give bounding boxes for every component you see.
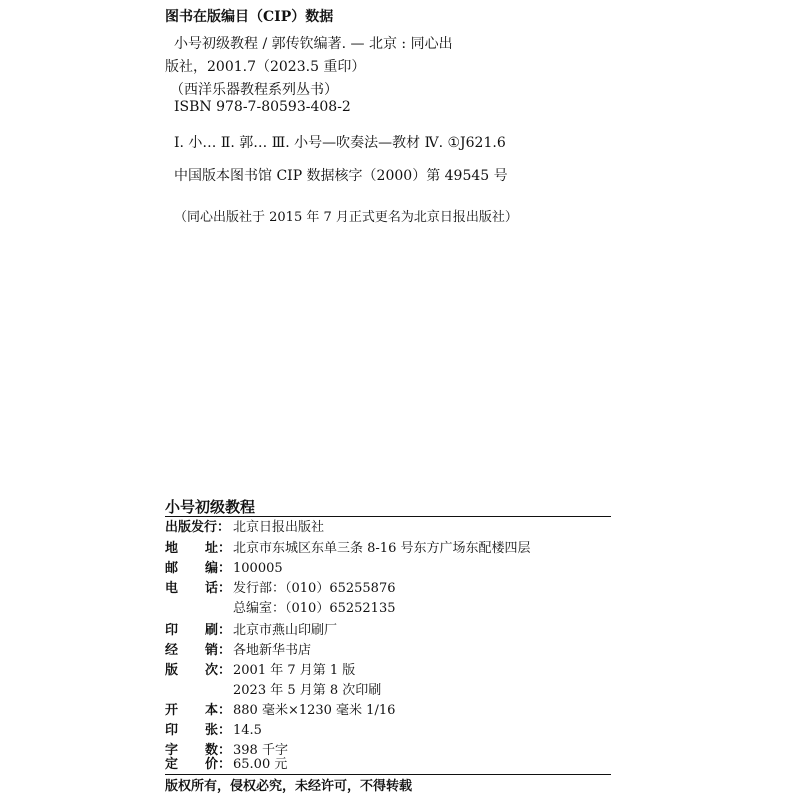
cip-rename-note: （同心出版社于 2015 年 7 月正式更名为北京日报出版社） [174, 210, 518, 225]
row-value: 398 千字 [233, 743, 288, 758]
row-label: 开 本： [165, 703, 232, 718]
row-value: 发行部：（010）65255876 [233, 581, 396, 596]
imprint-row-address [165, 540, 530, 558]
row-label: 版 次： [165, 663, 232, 678]
row-value: 14.5 [233, 723, 262, 738]
row-label: 字 数： [165, 743, 232, 758]
row-label: 邮 编： [165, 561, 232, 576]
imprint-row-edition [165, 662, 355, 680]
row-value: 2023 年 5 月第 8 次印刷 [233, 683, 382, 698]
imprint-row-distributor [165, 642, 311, 660]
cip-line-2: 版社，2001.7（2023.5 重印） [165, 59, 366, 75]
imprint-row-sheets [165, 722, 262, 740]
row-value: 880 毫米×1230 毫米 1/16 [233, 703, 396, 718]
imprint-row-phone [165, 580, 395, 598]
row-label: 地 址： [165, 541, 232, 556]
row-value: 总编室：（010）65252135 [233, 601, 396, 616]
imprint-row-printing [165, 682, 381, 700]
cip-record-number: 中国版本图书馆 CIP 数据核字（2000）第 49545 号 [174, 168, 508, 184]
row-value: 北京市燕山印刷厂 [233, 623, 338, 638]
imprint-row-publisher [165, 519, 324, 537]
imprint-book-title: 小号初级教程 [165, 498, 256, 516]
row-value: 2001 年 7 月第 1 版 [233, 663, 356, 678]
imprint-row-price [165, 756, 287, 774]
imprint-row-phone-2 [165, 600, 395, 618]
row-value: 100005 [233, 561, 283, 576]
row-value: 北京日报出版社 [233, 520, 325, 535]
row-value: 北京市东城区东单三条 8-16 号东方广场东配楼四层 [233, 541, 531, 556]
row-label: 出版发行： [165, 520, 231, 535]
imprint-row-printer [165, 622, 337, 640]
row-value: 各地新华书店 [233, 643, 312, 658]
copyright-notice: 版权所有，侵权必究，未经许可，不得转载 [165, 779, 413, 794]
row-label: 定 价： [165, 757, 232, 772]
cip-line-3: （西洋乐器教程系列丛书） [170, 82, 338, 98]
row-value: 65.00 元 [233, 757, 288, 772]
cip-classification: Ⅰ. 小… Ⅱ. 郭… Ⅲ. 小号—吹奏法—教材 Ⅳ. ①J621.6 [174, 135, 506, 151]
row-label: 印 张： [165, 723, 232, 738]
cip-heading: 图书在版编目（CIP）数据 [165, 9, 334, 25]
row-label: 电 话： [165, 581, 232, 596]
imprint-row-postcode [165, 560, 283, 578]
imprint-top-rule [165, 516, 611, 517]
cip-isbn: ISBN 978-7-80593-408-2 [174, 99, 351, 115]
row-label: 经 销： [165, 643, 232, 658]
imprint-row-format [165, 702, 395, 720]
cip-line-1: 小号初级教程 / 郭传钦编著. — 北京 : 同心出 [174, 36, 453, 52]
row-label: 印 刷： [165, 623, 232, 638]
